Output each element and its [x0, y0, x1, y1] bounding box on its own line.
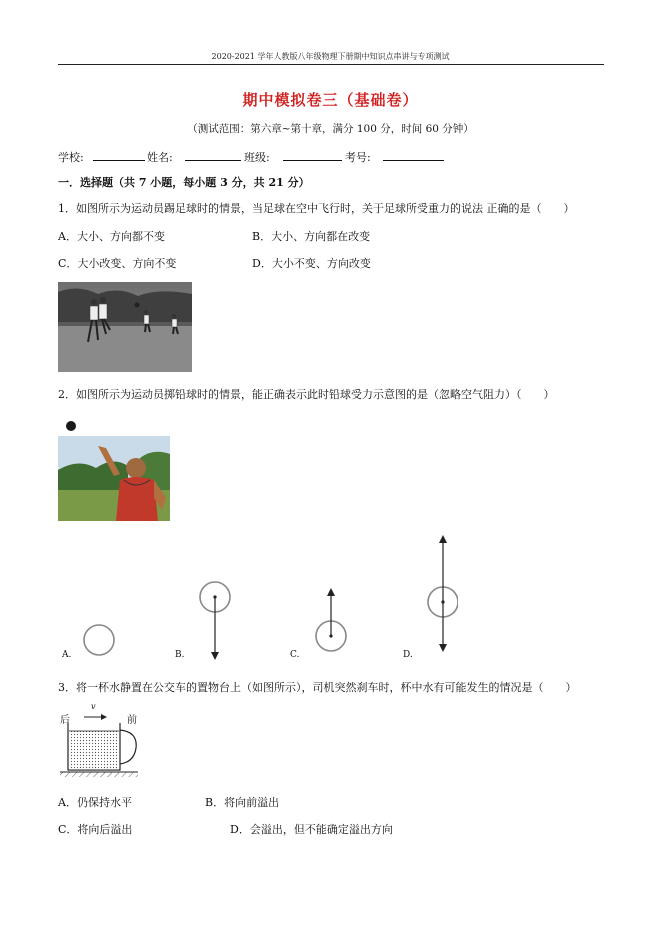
q3-back-label: 后	[60, 715, 70, 726]
cup-water	[69, 731, 119, 770]
q3-option-b[interactable]: B．将向前溢出	[205, 796, 280, 809]
q3-front-label: 前	[127, 715, 137, 726]
section-heading: 一．选择题（共 7 小题，每小题 3 分，共 21 分）	[58, 176, 310, 189]
school-blank[interactable]	[93, 148, 145, 161]
q2-label-a[interactable]: A.	[62, 650, 72, 660]
cup-diagram	[58, 706, 150, 778]
q2-stem: 2．如图所示为运动员掷铅球时的情景，能正确表示此时铅球受力示意图的是（忽略空气阻力）（ ）	[58, 388, 555, 401]
name-label: 姓名:	[147, 151, 173, 164]
q3-option-c[interactable]: C．将向后溢出	[58, 823, 133, 836]
header-divider	[58, 64, 604, 65]
school-label: 学校:	[58, 151, 84, 164]
q2-label-c[interactable]: C.	[290, 650, 300, 660]
q2-label-b[interactable]: B.	[175, 650, 185, 660]
q3-option-a[interactable]: A．仍保持水平	[58, 796, 132, 809]
page-title: 期中模拟卷三（基础卷）	[242, 91, 419, 109]
page-subtitle: （测试范围：第六章~第十章，满分 100 分，时间 60 分钟）	[187, 123, 474, 135]
q1-option-d[interactable]: D．大小不变、方向改变	[252, 257, 371, 270]
q1-option-c[interactable]: C．大小改变、方向不变	[58, 257, 177, 270]
number-label: 考号:	[345, 151, 371, 164]
q1-option-a[interactable]: A．大小、方向都不变	[58, 230, 165, 243]
q1-stem: 1．如图所示为运动员踢足球时的情景，当足球在空中飞行时，关于足球所受重力的说法 正确的是（ ）	[58, 202, 575, 215]
q1-option-b[interactable]: B．大小、方向都在改变	[252, 230, 371, 243]
shot-put-photo	[58, 418, 170, 521]
q2-force-diagrams	[58, 534, 458, 662]
name-blank[interactable]	[185, 148, 241, 161]
q3-stem: 3．将一杯水静置在公交车的置物台上（如图所示），司机突然刹车时，杯中水有可能发生的情况是（ ）	[58, 681, 577, 694]
q3-option-d[interactable]: D．会溢出，但不能确定溢出方向	[230, 823, 393, 836]
page-header: 2020-2021 学年人教版八年级物理下册期中知识点串讲与专项测试	[211, 52, 450, 61]
soccer-photo	[58, 282, 192, 372]
class-blank[interactable]	[283, 148, 342, 161]
number-blank[interactable]	[383, 148, 444, 161]
q2-label-d[interactable]: D.	[403, 650, 413, 660]
class-label: 班级:	[244, 151, 270, 164]
q3-velocity-label: v	[91, 702, 96, 711]
cup-handle	[120, 730, 136, 764]
option-a-ball	[84, 625, 114, 655]
